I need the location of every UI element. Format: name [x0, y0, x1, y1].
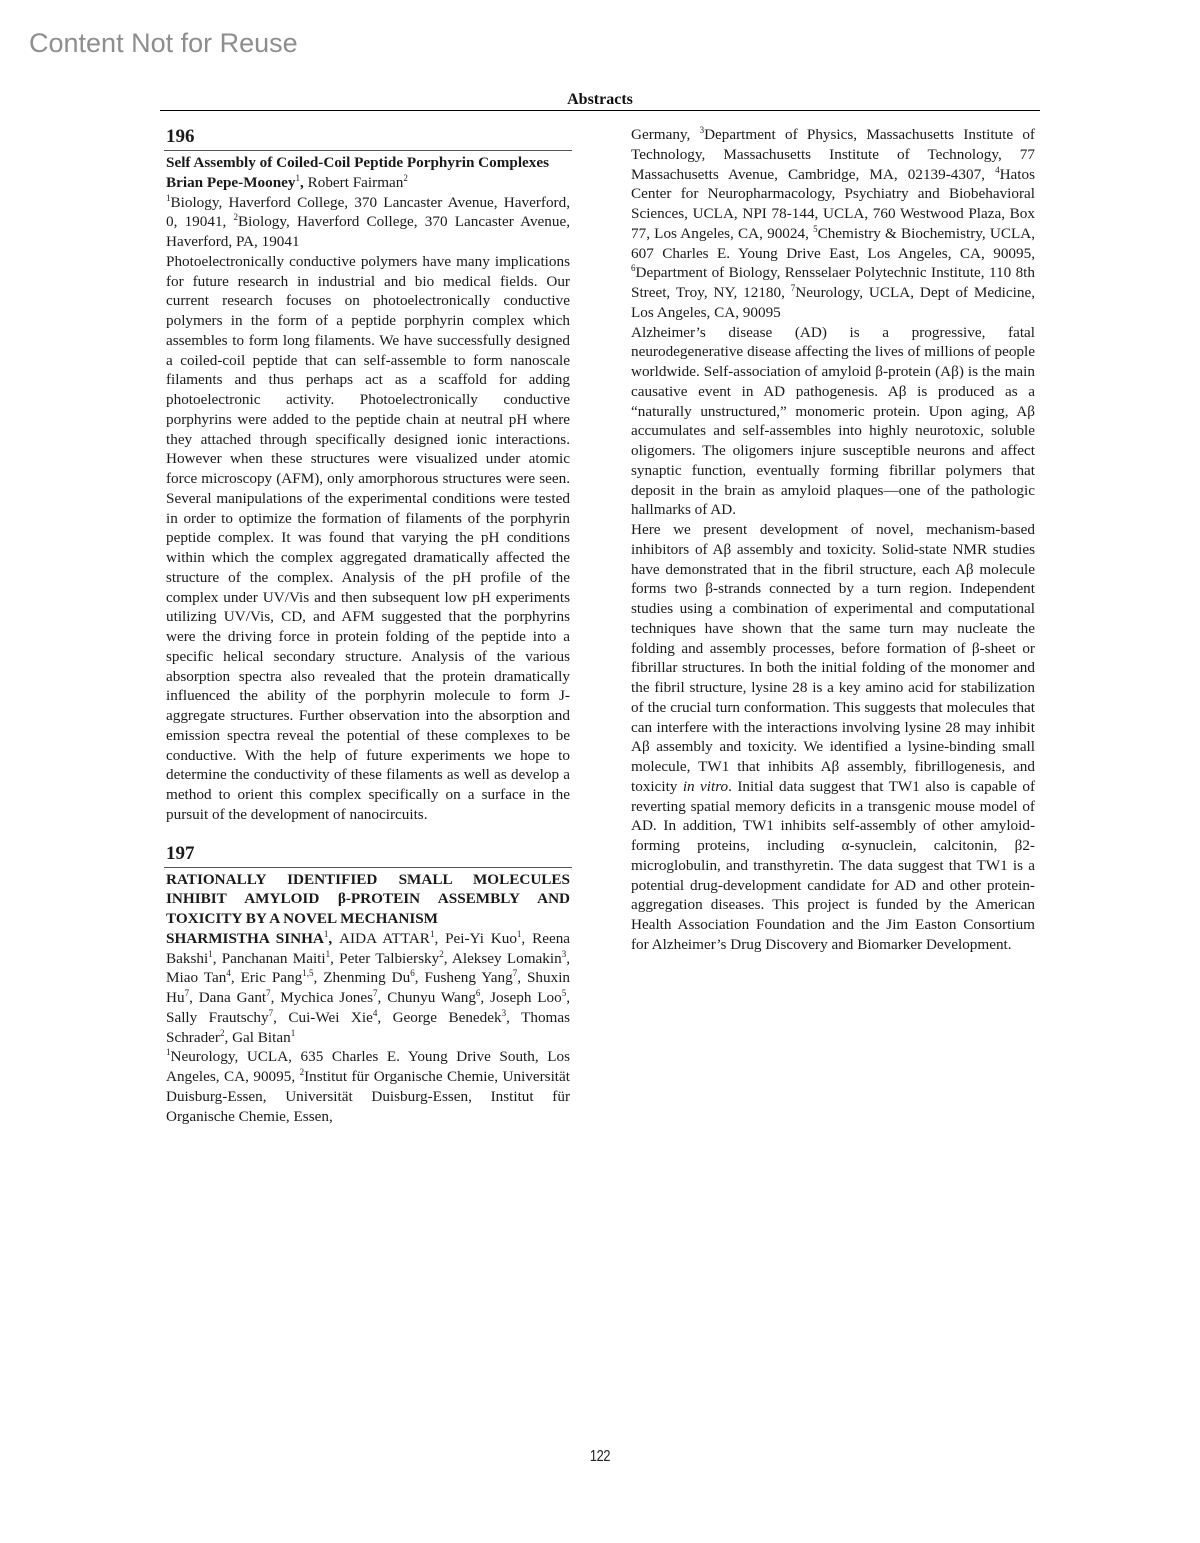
- author-name: Aleksey Lomakin: [451, 949, 562, 967]
- author-sep: ,: [434, 929, 446, 947]
- author-sup: 7: [184, 987, 190, 998]
- author-sup: 1: [323, 928, 329, 939]
- aff-sup: 2: [233, 212, 239, 223]
- author-sup: 1: [290, 1027, 296, 1038]
- author-sup: 6: [475, 987, 481, 998]
- abstract-number-197: 197: [164, 841, 572, 868]
- aff-sup: 3: [699, 124, 705, 135]
- author-name: AIDA ATTAR: [339, 929, 430, 947]
- page-number: 122: [589, 1448, 611, 1465]
- aff-sup: 7: [790, 282, 796, 293]
- aff-sup: 4: [995, 164, 1000, 175]
- affiliation: Biology, Haverford College, 370 Lancaster Avenue, Haverford, 0, 19041,: [166, 193, 570, 231]
- author-name: Chunyu Wang: [387, 989, 476, 1006]
- author-name: George Benedek: [392, 1008, 502, 1026]
- watermark: Content Not for Reuse: [29, 28, 298, 58]
- author-sep: ,: [212, 949, 222, 967]
- author-sup: 7: [266, 987, 271, 998]
- author-sup: 1: [429, 928, 435, 939]
- affiliation: Chemistry & Biochemistry, UCLA, 607 Charles E. Young Drive East, Los Angeles, CA, 90095,: [631, 224, 1036, 262]
- body-text: Here we present development of novel, mechanism-based inhibitors of Aβ assembly and toxicity. Solid-state NMR studies have demonstrated that in the fibril structure, each Aβ molecule forms two β-strands connected by a turn region. Independent studies using a combination of experimental and computational techniques have shown that the same turn may nucleate the folding and assembly processes, before formation of β-sheet or fibrillar structures. In both the initial folding of the monomer and the fibril structure, lysine 28 is a key amino acid for stabilization of the crucial turn conformation. This suggests that molecules that can interfere with the interactions involving lysine 28 may inhibit Aβ assembly and toxicity. We identified a lysine-binding small molecule, TW1 that inhibits Aβ assembly, fibrillogenesis, and toxicity: [631, 521, 1035, 795]
- author-sup: 1: [325, 948, 331, 959]
- affiliation: Institut für Organische Chemie, Universität Duisburg-Essen, Universität Duisburg-Essen, Institut für Organische Chemie, Essen,: [166, 1068, 570, 1125]
- affiliation: Department of Biology, Rensselaer Polytechnic Institute, 110 8th Street, Troy, NY, 12180,: [631, 264, 1035, 301]
- aff-sup: 1: [166, 1047, 171, 1058]
- author-name: Dana Gant: [198, 989, 267, 1006]
- affiliation: Neurology, UCLA, 635 Charles E. Young Drive South, Los Angeles, CA, 90095,: [166, 1048, 570, 1085]
- author-name: Miao Tan: [166, 969, 227, 987]
- author-sep: ,: [377, 989, 388, 1006]
- author-sep: ,: [328, 929, 340, 947]
- affiliations-197-left: [166, 1047, 570, 1126]
- author-sep: ,: [443, 949, 452, 967]
- author-name: Mychica Jones: [280, 989, 374, 1006]
- left-column: [166, 124, 570, 1126]
- author-name: Thomas Schrader: [166, 1008, 571, 1046]
- author-sup: 1,5: [302, 968, 314, 979]
- running-header: Abstracts: [160, 90, 1040, 111]
- author-sep: ,: [189, 989, 199, 1006]
- author-sup: 3: [561, 948, 567, 959]
- author-name: Brian Pepe-Mooney: [166, 173, 296, 191]
- author-sup: 7: [512, 968, 518, 979]
- author-sep: ,: [517, 969, 527, 987]
- abstract-title-197: RATIONALLY IDENTIFIED SMALL MOLECULES INHIBIT AMYLOID β-PROTEIN ASSEMBLY AND TOXICITY BY A NOVEL MECHANISM: [166, 870, 570, 927]
- aff-sup: 5: [813, 223, 818, 234]
- author-sup: 6: [410, 968, 415, 979]
- author-name: Joseph Loo: [490, 989, 562, 1006]
- aff-sup: 6: [631, 263, 636, 274]
- abstract-title-196: Self Assembly of Coiled-Coil Peptide Porphyrin Complexes: [166, 154, 550, 171]
- right-column: [631, 125, 1035, 955]
- author-sup: 4: [372, 1007, 378, 1018]
- author-sup: 1: [208, 948, 213, 959]
- author-sup: 7: [373, 987, 378, 998]
- author-sep: ,: [330, 949, 340, 967]
- affiliation: Biology, Haverford College, 370 Lancaster Avenue, Haverford, PA, 19041: [166, 213, 571, 250]
- author-sup: 2: [403, 172, 408, 183]
- affiliation: Neurology, UCLA, Dept of Medicine, Los Angeles, CA, 90095: [631, 284, 1035, 321]
- author-sep: ,: [273, 1008, 289, 1026]
- author-sup: 4: [226, 968, 231, 979]
- author-name: Zhenming Du: [323, 969, 411, 987]
- abstract-body-197-para2: [631, 520, 1035, 955]
- affiliation: Hatos Center for Neuropharmacology, Psychiatry and Biobehavioral Sciences, UCLA, NPI 78-144, UCLA, 760 Westwood Plaza, Box 77, Los Angeles, CA, 90024,: [631, 165, 1035, 242]
- author-sup: 2: [219, 1027, 225, 1038]
- author-name: Robert Fairman: [303, 173, 404, 191]
- author-sep: ,: [414, 969, 425, 987]
- affiliations-197-right: [631, 125, 1035, 323]
- author-name: Panchanan Maiti: [221, 949, 326, 967]
- aff-sup: 1: [166, 192, 171, 203]
- author-sup: 5: [561, 987, 567, 998]
- affiliation: Department of Physics, Massachusetts Institute of Technology, Massachusetts Institute of Technology, 77 Massachusetts Avenue, Cambridge, MA, 02139-4307,: [631, 126, 1035, 183]
- authors-196: [166, 173, 570, 193]
- abstract-body-197-para1: Alzheimer’s disease (AD) is a progressive, fatal neurodegenerative disease affecting the lives of millions of people worldwide. Self-association of amyloid β-protein (Aβ) is the main causative event in AD pathogenesis. Aβ is produced as a “naturally unstructured,” monomeric protein. Upon aging, Aβ accumulates and self-assembles into highly neurotoxic, soluble oligomers. The oligomers injure susceptible neurons and affect synaptic function, eventually forming fibrillar polymers that deposit in the brain as amyloid plaques—one of the pathologic hallmarks of AD.: [631, 323, 1035, 519]
- author-sep: ,: [300, 173, 304, 191]
- author-sep: ,: [230, 969, 241, 987]
- author-sep: ,: [506, 1008, 522, 1026]
- abstract-number-196: 196: [164, 124, 572, 151]
- author-sep: ,: [377, 1008, 393, 1026]
- author-name: Pei-Yi Kuo: [445, 929, 517, 947]
- author-sep: ,: [313, 969, 324, 987]
- author-sep: ,: [566, 989, 571, 1006]
- author-name: Eric Pang: [240, 969, 303, 987]
- affiliation: Germany,: [631, 126, 700, 143]
- author-sup: 3: [501, 1007, 507, 1018]
- authors-197: [166, 929, 570, 1048]
- author-sup: 1: [295, 172, 300, 183]
- author-sep: ,: [270, 989, 281, 1006]
- author-name: Sally Frautschy: [166, 1008, 269, 1026]
- italic-text: in vitro: [682, 777, 729, 795]
- author-sep: ,: [566, 949, 570, 967]
- author-sup: 7: [268, 1007, 274, 1018]
- affiliations-196: [166, 193, 570, 252]
- aff-sup: 2: [299, 1066, 305, 1077]
- author-name: Reena Bakshi: [166, 929, 571, 967]
- author-name: SHARMISTHA SINHA: [166, 929, 324, 947]
- body-text: . Initial data suggest that TW1 also is capable of reverting spatial memory deficits in a transgenic mouse model of AD. In addition, TW1 inhibits self-assembly of other amyloid-forming proteins, including α-synuclein, calcitonin, β2-microglobulin, and transthyretin. The data suggest that TW1 is a potential drug-development candidate for AD and other protein-aggregation diseases. This project is funded by the American Health Association Foundation and the Jim Easton Consortium for Alzheimer’s Drug Discovery and Biomarker Development.: [631, 777, 1036, 953]
- author-sep: ,: [224, 1028, 233, 1046]
- author-name: Shuxin Hu: [166, 969, 571, 1006]
- author-name: Gal Bitan: [232, 1028, 291, 1046]
- author-sup: 2: [439, 948, 444, 959]
- author-sup: 1: [516, 928, 522, 939]
- abstract-body-196: Photoelectronically conductive polymers have many implications for future research in industrial and bio medical fields. Our current research focuses on photoelectronically conductive polymers in the form of a peptide porphyrin complex which assembles to form long filaments. We have successfully designed a coiled-coil peptide that can self-assemble to form nanoscale filaments and thus perhaps act as a scaffold for adding photoelectronic activity. Photoelectronically conductive porphyrins were added to the peptide chain at neutral pH where they attached through specifically designed ionic interactions. However when these structures were visualized under atomic force microscopy (AFM), only amorphorous structures were seen. Several manipulations of the experimental conditions were tested in order to optimize the formation of filaments of the porphyrin peptide complex. It was found that varying the pH conditions within which the complex aggregated dramatically affected the structure of the complex. Analysis of the pH profile of the complex under UV/Vis and then subsequent low pH experiments utilizing UV/Vis, CD, and AFM suggested that the porphyrins were the driving force in protein folding of the peptide into a specific helical secondary structure. Analysis of the various absorption spectra also revealed that the protein dramatically influenced the ability of the porphyrin molecule to form J-aggregate structures. Further observation into the absorption and emission spectra reveal the potential of these complexes to be conductive. With the help of future experiments we hope to determine the conductivity of these filaments as well as develop a method to orient this complex specifically on a surface in the pursuit of the development of nanocircuits.: [166, 252, 570, 823]
- author-sep: ,: [521, 929, 533, 947]
- author-name: Cui-Wei Xie: [288, 1008, 373, 1026]
- author-name: Peter Talbiersky: [339, 949, 440, 967]
- author-name: Fusheng Yang: [424, 969, 513, 987]
- author-sep: ,: [480, 989, 491, 1006]
